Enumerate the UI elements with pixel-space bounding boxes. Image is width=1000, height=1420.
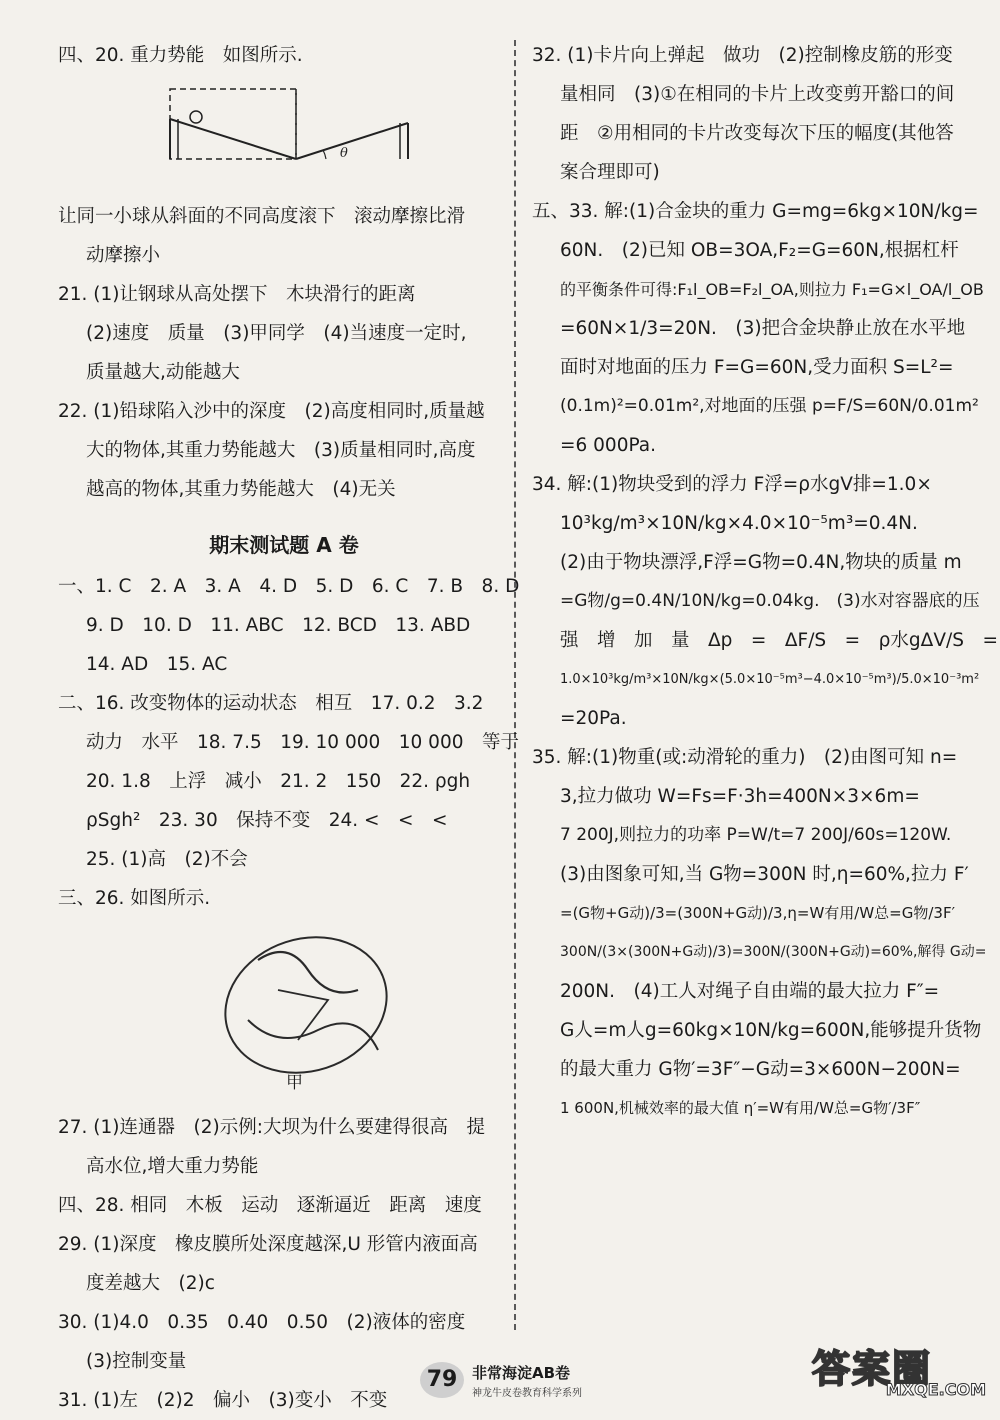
answer-line: 越高的物体,其重力势能越大 (4)无关	[86, 479, 396, 500]
stamp-figure	[58, 918, 510, 1108]
answer-line: 34. 解:(1)物块受到的浮力 F浮=ρ水gV排=1.0×	[532, 474, 932, 495]
answer-line: 1.0×10³kg/m³×10N/kg×(5.0×10⁻⁵m³−4.0×10⁻⁵m³)/5.0×10⁻³m²	[560, 672, 980, 687]
watermark-logo: 答案圈	[812, 1347, 933, 1391]
right-column	[532, 36, 998, 1128]
figure-caption: 甲	[286, 1073, 303, 1093]
answer-line: 22. (1)铅球陷入沙中的深度 (2)高度相同时,质量越	[58, 401, 485, 422]
answer-line: 14. AD 15. AC	[86, 654, 228, 675]
answer-line: 大的物体,其重力势能越大 (3)质量相同时,高度	[86, 440, 476, 461]
page-number: 79	[420, 1362, 464, 1398]
left-column	[58, 36, 520, 1420]
answer-line: 高水位,增大重力势能	[86, 1156, 259, 1177]
answer-line: 动力 水平 18. 7.5 19. 10 000 10 000 等于	[86, 732, 519, 753]
answer-line: (2)由于物块漂浮,F浮=G物=0.4N,物块的质量 m	[560, 552, 962, 573]
answer-line: 21. (1)让钢球从高处摆下 木块滑行的距离	[58, 284, 416, 305]
answer-line: 四、20. 重力势能 如图所示.	[58, 45, 303, 66]
answer-line: 3,拉力做功 W=Fs=F·3h=400N×3×6m=	[560, 786, 920, 807]
answer-line: 31. (1)左 (2)2 偏小 (3)变小 不变	[58, 1390, 388, 1411]
answer-line: ρSgh² 23. 30 保持不变 24. < < <	[86, 810, 448, 831]
publisher-line: 神龙牛皮卷教育科学系列	[472, 1388, 582, 1399]
answer-line: 1 600N,机械效率的最大值 η′=W有用/W总=G物′/3F″	[560, 1099, 921, 1117]
answer-line: 60N. (2)已知 OB=3OA,F₂=G=60N,根据杠杆	[560, 240, 959, 261]
answer-line: 面时对地面的压力 F=G=60N,受力面积 S=L²=	[560, 357, 954, 378]
answer-line: 32. (1)卡片向上弹起 做功 (2)控制橡皮筋的形变	[532, 45, 953, 66]
answer-line: 距 ②用相同的卡片改变每次下压的幅度(其他答	[560, 123, 954, 144]
page-footer	[420, 1362, 660, 1406]
answer-line: 的最大重力 G物′=3F″−G动=3×600N−200N=	[560, 1059, 961, 1080]
answer-line: (3)控制变量	[86, 1351, 187, 1372]
answer-line: 7 200J,则拉力的功率 P=W/t=7 200J/60s=120W.	[560, 825, 952, 845]
stamp-icon	[218, 930, 394, 1080]
answer-line: 29. (1)深度 橡皮膜所处深度越深,U 形管内液面高	[58, 1234, 478, 1255]
answer-line: 9. D 10. D 11. ABC 12. BCD 13. ABD	[86, 615, 471, 636]
answer-line: =(G物+G动)/3=(300N+G动)/3,η=W有用/W总=G物/3F′	[560, 904, 955, 922]
answer-line: 四、28. 相同 木板 运动 逐渐逼近 距离 速度	[58, 1195, 482, 1216]
answer-line: 300N/(3×(300N+G动)/3)=300N/(300N+G动)=60%,解得 G动=	[560, 944, 987, 960]
answer-line: (0.1m)²=0.01m²,对地面的压强 p=F/S=60N/0.01m²	[560, 396, 979, 416]
answer-line: 强 增 加 量 Δp = ΔF/S = ρ水gΔV/S =	[560, 630, 998, 651]
answer-line: 量相同 (3)①在相同的卡片上改变剪开豁口的间	[560, 84, 955, 105]
answer-line: 200N. (4)工人对绳子自由端的最大拉力 F″=	[560, 981, 940, 1002]
answer-line: =G物/g=0.4N/10N/kg=0.04kg. (3)水对容器底的压	[560, 591, 980, 611]
answer-line: 10³kg/m³×10N/kg×4.0×10⁻⁵m³=0.4N.	[560, 513, 918, 534]
answer-line: 27. (1)连通器 (2)示例:大坝为什么要建得很高 提	[58, 1117, 485, 1138]
incline-figure	[58, 75, 510, 197]
answer-line: 三、26. 如图所示.	[58, 888, 211, 909]
answer-line: 30. (1)4.0 0.35 0.40 0.50 (2)液体的密度	[58, 1312, 466, 1333]
answer-line: 20. 1.8 上浮 减小 21. 2 150 22. ρgh	[86, 771, 471, 792]
column-divider	[514, 40, 516, 1330]
answer-line: 二、16. 改变物体的运动状态 相互 17. 0.2 3.2	[58, 693, 484, 714]
section-heading: 期末测试题 A 卷	[209, 533, 359, 557]
watermark	[812, 1338, 992, 1404]
answer-line: 质量越大,动能越大	[86, 362, 240, 383]
answer-line: G人=m人g=60kg×10N/kg=600N,能够提升货物	[560, 1020, 982, 1041]
answer-line: 一、1. C 2. A 3. A 4. D 5. D 6. C 7. B 8. D	[58, 576, 520, 597]
answer-line: 度差越大 (2)c	[86, 1273, 215, 1294]
svg-text:θ: θ	[340, 146, 348, 161]
answer-line: 让同一小球从斜面的不同高度滚下 滚动摩擦比滑	[58, 206, 466, 227]
answer-line: 35. 解:(1)物重(或:动滑轮的重力) (2)由图可知 n=	[532, 747, 958, 768]
answer-line: =6 000Pa.	[560, 435, 657, 456]
answer-line: 案合理即可)	[560, 162, 660, 183]
answer-line: 五、33. 解:(1)合金块的重力 G=mg=6kg×10N/kg=	[532, 201, 979, 222]
series-title: 非常海淀AB卷	[472, 1364, 571, 1382]
answer-line: =20Pa.	[560, 708, 627, 729]
answer-line: 的平衡条件可得:F₁l_OB=F₂l_OA,则拉力 F₁=G×l_OA/l_OB	[560, 280, 984, 299]
answer-line: (3)由图象可知,当 G物=300N 时,η=60%,拉力 F′	[560, 864, 969, 885]
answer-line: 动摩擦小	[86, 245, 161, 266]
answer-line: =60N×1/3=20N. (3)把合金块静止放在水平地	[560, 318, 966, 339]
watermark-site: MXQE.COM	[885, 1380, 986, 1399]
answer-line: 25. (1)高 (2)不会	[86, 849, 248, 870]
answer-line: (2)速度 质量 (3)甲同学 (4)当速度一定时,	[86, 323, 467, 344]
